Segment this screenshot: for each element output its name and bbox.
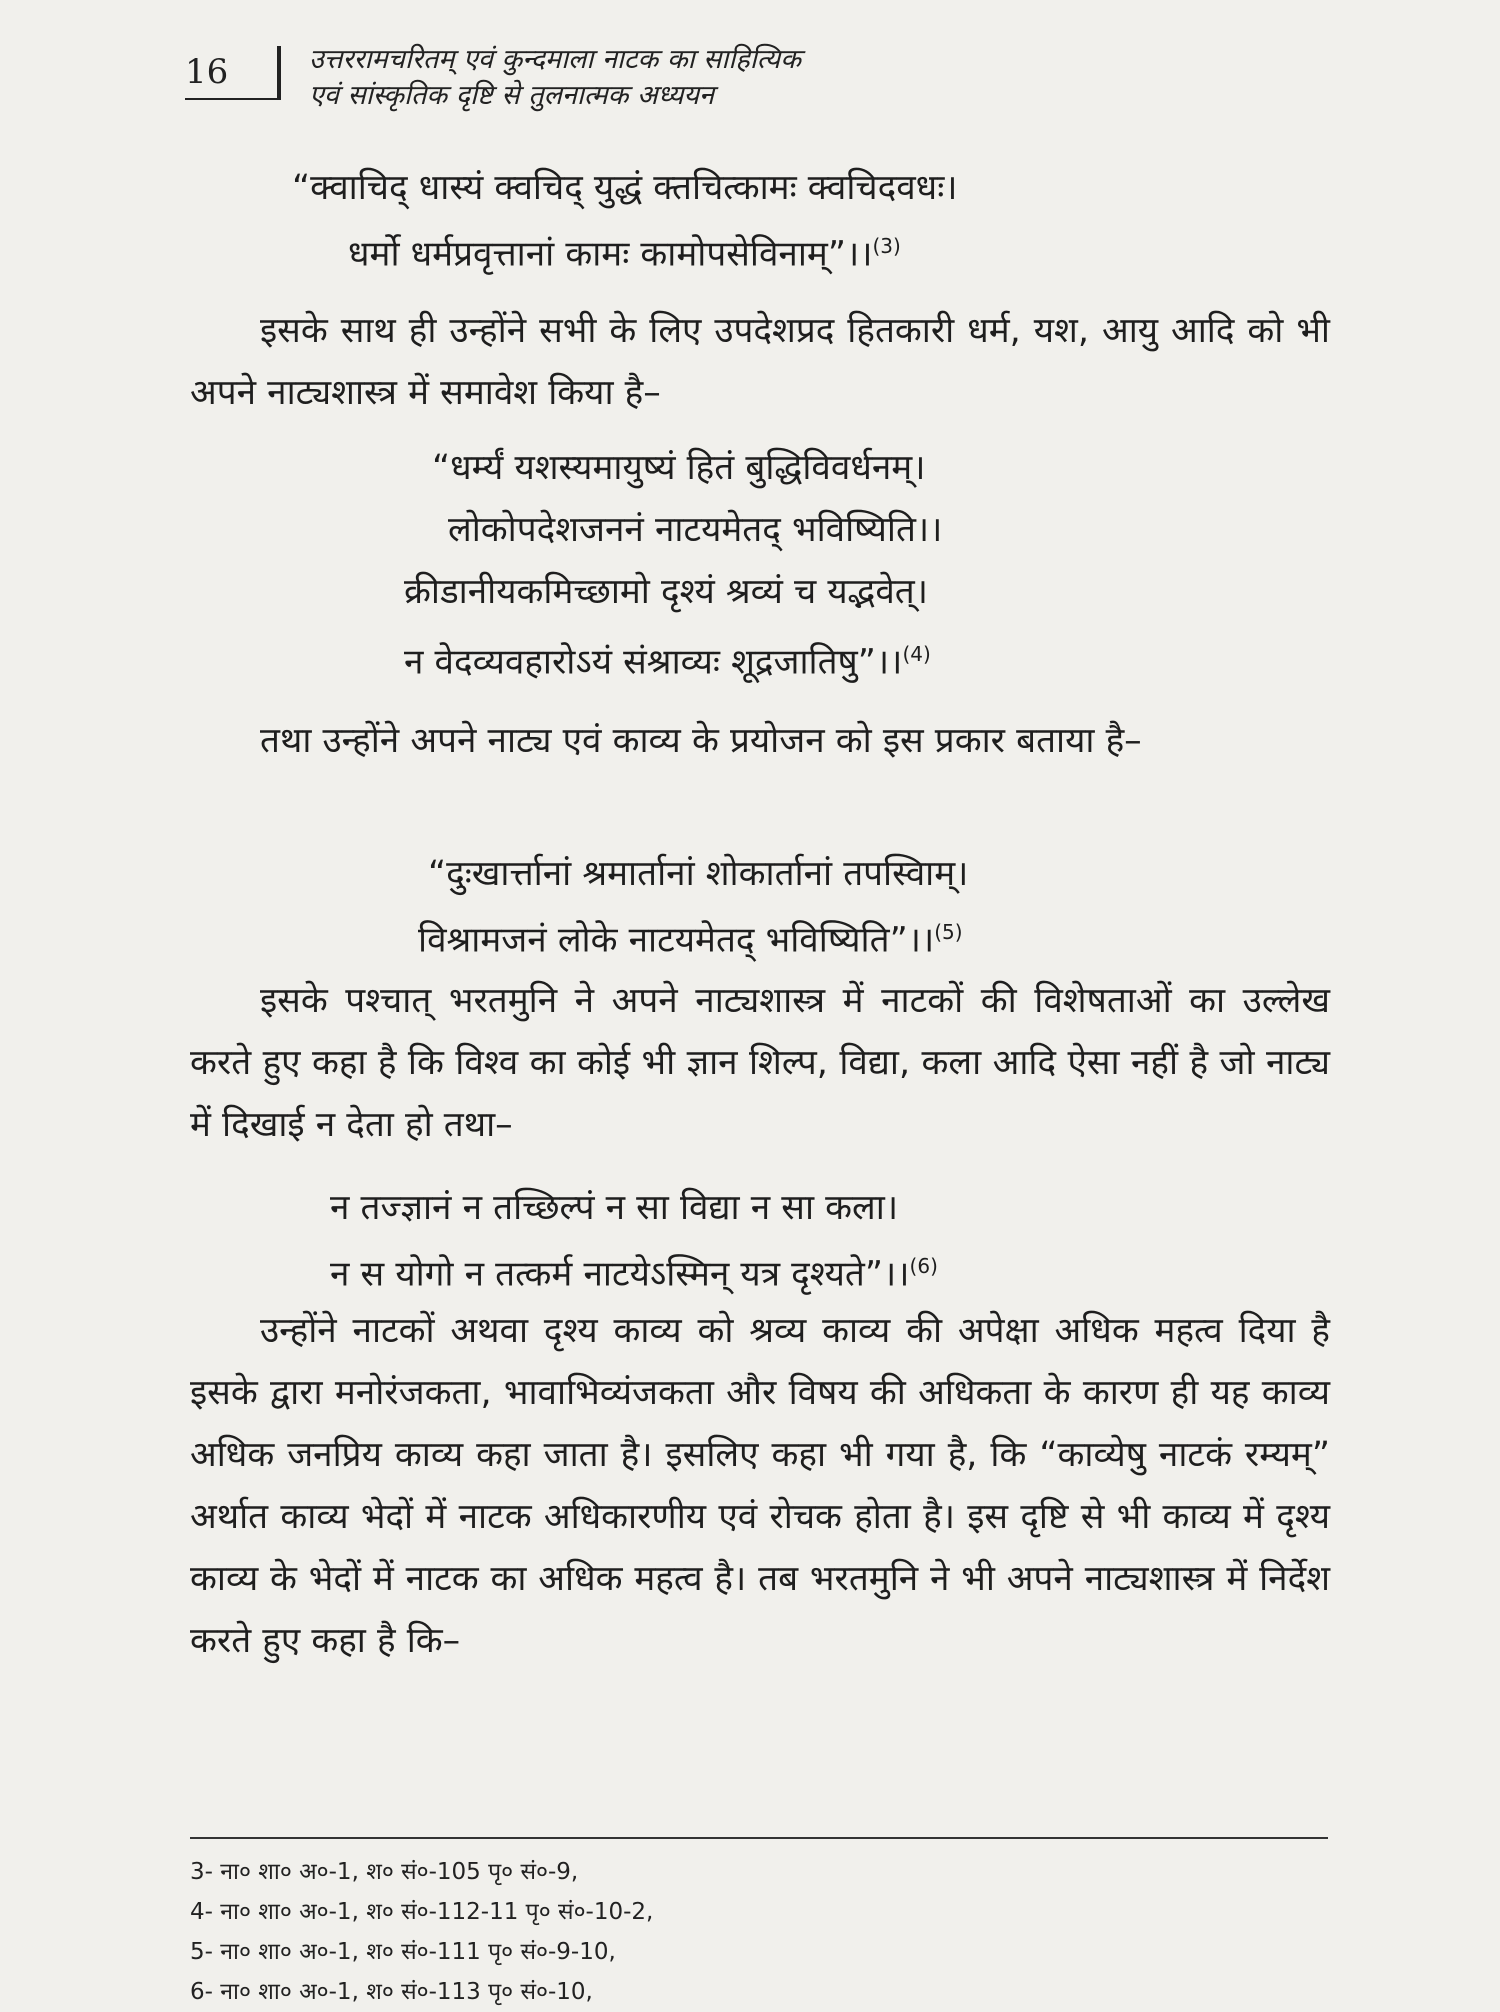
footnote-6: 6- ना० शा० अ०-1, श० सं०-113 पृ० सं०-10,: [190, 1979, 593, 2005]
footnote-ref-6: (6): [909, 1254, 938, 1278]
verse-4-line-1: न तज्ज्ञानं न तच्छिल्पं न सा विद्या न सा कला।: [330, 1188, 899, 1228]
verse-3-line-1: “दुःखार्त्तानां श्रमार्तानां शोकार्तानां तपस्विाम्।: [428, 854, 969, 894]
verse-1-line-1: “क्वाचिद् धास्यं क्वचिद् युद्धं क्तचित्कामः क्वचिदवधः।: [292, 168, 958, 208]
verse-1-line-2-text: धर्मो धर्मप्रवृत्तानां कामः कामोपसेविनाम्”।।: [348, 234, 873, 275]
footnote-ref-5: (5): [934, 920, 963, 944]
verse-2-line-4: [404, 626, 931, 691]
footnote-separator: [190, 1837, 1328, 1839]
footnotes: [190, 1852, 1290, 2012]
footnote-4: 4- ना० शा० अ०-1, श० सं०-112-11 पृ० सं०-10-2,: [190, 1899, 654, 1925]
header-divider: [277, 46, 281, 100]
book-title-line-2: एवं सांस्कृतिक दृष्टि से तुलनात्मक अध्ययन: [309, 80, 715, 111]
footnote-ref-3: (3): [872, 234, 901, 258]
paragraph-4: उन्होंने नाटकों अथवा दृश्य काव्य को श्रव्य काव्य की अपेक्षा अधिक महत्व दिया है इसके द्वारा मनोरंजकता, भावाभिव्यंजकता और विषय की अधिकता के कारण ही यह काव्य अधिक जनप्रिय काव्य कहा जाता है। इसलिए कहा भी गया है, कि “काव्येषु नाटकं रम्यम्” अर्थात काव्य भेदों में नाटक अधिकारणीय एवं रोचक होता है। इस दृष्टि से भी काव्य में दृश्य काव्य के भेदों में नाटक का अधिक महत्व है। तब भरतमुनि ने भी अपने नाट्यशास्त्र में निर्देश करते हुए कहा है कि–: [190, 1311, 1330, 1661]
running-header: [185, 42, 1335, 122]
page-number: 16: [185, 52, 229, 92]
verse-2-line-1: “धर्म्यं यशस्यमायुष्यं हितं बुद्धिविवर्धनम्।: [432, 448, 926, 488]
verse-2-line-2: लोकोपदेशजननं नाटयमेतद् भविष्यिति।।: [448, 510, 943, 550]
verse-3-line-2: [418, 904, 963, 969]
verse-2-line-3: क्रीडानीयकमिच्छामो दृश्यं श्रव्यं च यद्भवेत्।: [404, 572, 929, 612]
verse-3-line-2-text: विश्रामजनं लोके नाटयमेतद् भविष्यिति”।।: [418, 920, 935, 961]
book-title-line-1: उत्तररामचरितम् एवं कुन्दमाला नाटक का साहित्यिक: [309, 44, 801, 75]
paragraph-2: तथा उन्होंने अपने नाट्य एवं काव्य के प्रयोजन को इस प्रकार बताया है–: [260, 721, 1142, 761]
verse-2-line-4-text: न वेदव्यवहारोऽयं संश्राव्यः शूद्रजातिषु”।।: [404, 642, 903, 683]
verse-4-line-2-text: न स योगो न तत्कर्म नाटयेऽस्मिन् यत्र दृश्यते”।।: [330, 1254, 910, 1295]
paragraph-3: इसके पश्चात् भरतमुनि ने अपने नाट्यशास्त्र में नाटकों की विशेषताओं का उल्लेख करते हुए कहा है कि विश्व का कोई भी ज्ञान शिल्प, विद्या, कला आदि ऐसा नहीं है जो नाट्य में दिखाई न देता हो तथा–: [190, 981, 1330, 1145]
book-title: [309, 42, 801, 114]
footnote-ref-4: (4): [902, 642, 931, 666]
verse-4-line-2: [330, 1238, 938, 1303]
verse-1-line-2: [348, 218, 901, 283]
paragraph-1: इसके साथ ही उन्होंने सभी के लिए उपदेशप्रद हितकारी धर्म, यश, आयु आदि को भी अपने नाट्यशास्त्र में समावेश किया है–: [190, 311, 1330, 413]
page-number-underline: [185, 98, 278, 100]
footnote-5: 5- ना० शा० अ०-1, श० सं०-111 पृ० सं०-9-10,: [190, 1939, 616, 1965]
footnote-3: 3- ना० शा० अ०-1, श० सं०-105 पृ० सं०-9,: [190, 1859, 579, 1885]
